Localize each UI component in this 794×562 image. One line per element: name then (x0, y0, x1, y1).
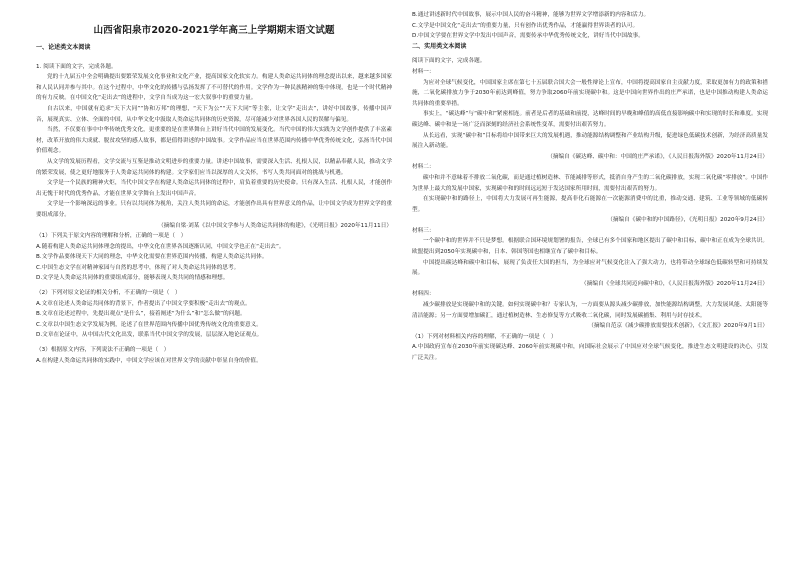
material-source: （摘编自《碳达峰、碳中和：中国的庄严承诺》，《人民日报海外版》2020年11月24日） (547, 153, 768, 160)
material-source: （摘编自《碳中和的中国路径》，《光明日报》2020年9月24日） (607, 217, 768, 224)
option-a: A.文章在论述人类命运共同体的背景下，作者提出了中国文学要积极“走出去”的观点。 (36, 300, 251, 307)
article-paragraph: 自古以来，中国就有追求“天下大同”“协和万邦”的理想，“天下为公”“天下大同”等主张，让文学“走出去”，讲好中国故事，传播中国声音，展现真实、立体、全面的中国，从中华文化中汲取人类命运共同体的历史资源，尽可能减少对世界各国人民的误解与偏见。 (36, 105, 392, 123)
material-source: （摘编自范京《减少碳排放需要技术创新》，《文汇报》2020年9月1日） (588, 323, 768, 330)
left-column (36, 14, 392, 366)
section-heading-2: 二、实用类文本阅读 (412, 42, 467, 50)
article-paragraph: 文学是一个民族的精神火炬，当代中国文学在构建人类命运共同体的过程中，肩负着重要的历史使命。只有深入生活、扎根人民，才能创作出无愧于时代的优秀作品，才能在世界文学舞台上发出中国声音。 (36, 180, 392, 197)
option-a: A.随着构建人类命运共同体理念的提出，中华文化在世界各国逐渐认同，中国文学也正在“走出去”。 (36, 243, 285, 250)
material-source: （摘编自《全球共同迈向碳中和》，《人民日报海外版》2020年11月24日） (581, 280, 768, 287)
option-d: D.文章在论证中，从中国古代文化出发，联系当代中国文学的发展，层层深入地论证观点。 (36, 332, 263, 339)
question-2: （2）下列对原文论证的相关分析，不正确的一项是（ ） (36, 290, 181, 297)
article-paragraph: 当然，不仅要在事中中华传统优秀文化，更重要的是在世界舞台上讲好当代中国的发展变化。当代中国的伟大实践为文学创作提供了丰富素材，改革开放的伟大成就、脱贫攻坚的感人故事，都是值得讲述的中国故事。文学作品应当在世界范围内传播中华优秀传统文化，弘扬当代中国价值观念。 (36, 127, 392, 155)
material-label-1: 材料一： (412, 68, 435, 75)
article-paragraph: 文学是一个影响深远的事业。只有以共同体为视角，关注人类共同的命运，才能创作出具有世界意义的作品，让中国文学成为世界文学的重要组成部分。 (36, 201, 392, 218)
right-column (412, 10, 768, 364)
option-d: D.中国文学要在世界文学中发出中国声音，需要传承中华优秀传统文化，讲好当代中国故事。 (412, 33, 644, 40)
material-paragraph: 事实上，“碳达峰”与“碳中和”紧密相连。前者是后者的基础和前提，达峰时间的早晚和峰值的高低直接影响碳中和实现的时长和难度。实现碳达峰、碳中和是一场广泛而深刻的经济社会系统性变革，需要付出艰苦努力。 (412, 111, 768, 128)
option-b: B.文学作品要体现天下大同的理念，中华文化需要在世界范围内传播，构建人类命运共同体。 (36, 254, 268, 261)
option-a: A.在构建人类命运共同体的实践中，中国文学应该在对世界文学的贡献中彰显自身的价值。 (36, 357, 262, 364)
option-b: B.文章在论述过程中，先提出观点“是什么”，接着阐述“为什么”和“怎么做”的问题。 (36, 311, 246, 318)
option-a: A.中国政府宣布在2030年前实现碳达峰、2060年前实现碳中和，向国际社会展示了中国应对全球气候变化，推进生态文明建设的决心，引发广泛关注。 (412, 344, 768, 361)
material-label-4: 材料四： (412, 291, 435, 298)
article-source: （摘编自梁·刘某《以中国文学参与人类命运共同体的构建》，《光明日报》2020年11月11日） (158, 222, 392, 229)
reading-instruction: 阅读下面的文字，完成各题。 (412, 58, 486, 65)
question-1: （1）下列对材料相关内容的理解，不正确的一项是（ ） (412, 333, 557, 340)
material-paragraph: 减少碳排放是实现碳中和的关键。如何实现碳中和？专家认为，一方面要从源头减少碳排放，加快能源结构调整，大力发展风能、太阳能等清洁能源；另一方面要增加碳汇，通过植树造林、生态修复等方式吸收二氧化碳，同时发展碳捕集、利用与封存技术。 (412, 302, 768, 319)
exam-title: 山西省阳泉市2020-2021学年高三上学期期末语文试题 (93, 25, 335, 36)
material-paragraph: 从长远看，实现“碳中和”目标将给中国带来巨大的发展机遇，推动能源结构调整和产业结构升级，促进绿色低碳技术创新，为经济高质量发展注入新动能。 (412, 132, 768, 150)
section-heading-1: 一、论述类文本阅读 (36, 44, 91, 51)
article-paragraph: 党的十九届五中全会明确提出要繁荣发展文化事业和文化产业，提高国家文化软实力。构建人类命运共同体的理念提出以来，越来越多国家和人民认同并参与其中。在这个过程中，中华文化的传播与弘扬发挥了不可替代的作用。文学作为一种民族精神的集中体现，也是一个时代精神的有力反映。在中国文化“走出去”的进程中，文学自当成为这一宏大叙事中的重要力量。 (36, 74, 392, 102)
material-paragraph: 为应对全球气候变化，中国国家主席在第七十五届联合国大会一般性辩论上宣布，中国将提高国家自主贡献力度，采取更加有力的政策和措施，二氧化碳排放力争于2030年前达到峰值，努力争取2060年前实现碳中和。这是中国向世界作出的庄严承诺，也是中国推动构建人类命运共同体的重要举措。 (412, 79, 768, 107)
question-1: （1）下列关于原文内容的理解和分析，正确的一项是（ ） (36, 233, 187, 240)
option-c: C.文章以中国生态文学发展为例，论述了在世界范围内传播中国优秀传统文化的重要意义。 (36, 321, 262, 328)
material-paragraph: 在实现碳中和的路径上，中国将大力发展可再生能源，提高非化石能源在一次能源消费中的比重，推动交通、建筑、工业等领域的低碳转型。 (412, 196, 768, 213)
material-paragraph: 中国提出碳达峰和碳中和目标，展现了负责任大国的担当，为全球应对气候变化注入了强大动力，也将带动全球绿色低碳转型和可持续发展。 (412, 259, 768, 277)
reading-instruction: 1. 阅读下面的文字，完成各题。 (36, 63, 117, 70)
article-paragraph: 从文学的发展历程看，文学交流与互鉴是推动文明进步的重要力量。讲述中国故事，需要深入生活、扎根人民，以精品奉献人民，推动文学的繁荣发展，使之更好地服务于人类命运共同体的构建。文学家们应当以深厚的人文关怀，书写人类共同面对的挑战与机遇。 (36, 158, 392, 176)
material-label-3: 材料三： (412, 227, 435, 234)
material-paragraph: 一个碳中和的世界并不只是梦想。根据联合国环境规划署的报告，全球已有多个国家和地区提出了碳中和目标，碳中和正在成为全球共识。欧盟提出到2050年实现碳中和，日本、韩国等国也相继宣布了碳中和目标。 (412, 238, 768, 256)
question-3: （3）根据原文内容，下列说法不正确的一项是（ ） (36, 347, 170, 354)
option-c: C.文学是中国文化“走出去”的重要力量，只有创作出优秀作品，才能赢得世界读者的认可。 (412, 22, 639, 29)
material-paragraph: 碳中和并不意味着不排放二氧化碳，而是通过植树造林、节能减排等形式，抵消自身产生的二氧化碳排放，实现二氧化碳“零排放”。中国作为世界上最大的发展中国家，实现碳中和的时间远远短于发达国家所用时间，需要付出艰苦的努力。 (412, 174, 768, 192)
option-c: C.中国生态文学在对精神家园与自然的思考中，体现了对人类命运共同体的思考。 (36, 264, 240, 271)
option-d: D.文学是人类命运共同体的重要组成部分，能够表现人类共同的情感和理想。 (36, 275, 229, 282)
material-label-2: 材料二： (412, 164, 435, 171)
option-b: B.通过讲述新时代中国故事，展示中国人民的奋斗精神，能够为世界文学增添新的内容和活力。 (412, 12, 650, 18)
